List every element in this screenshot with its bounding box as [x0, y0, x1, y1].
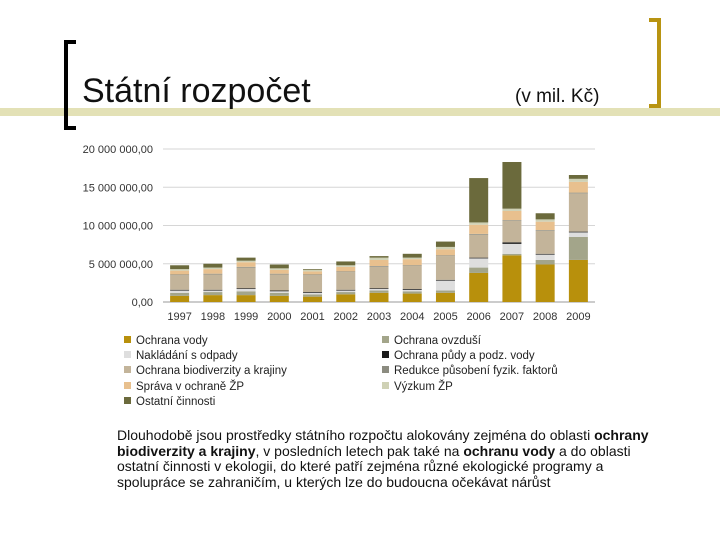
- legend-swatch: [382, 351, 389, 358]
- legend-label: Ochrana ovzduší: [394, 335, 481, 347]
- bar-segment: [536, 255, 555, 260]
- legend-label: Výzkum ŽP: [394, 380, 453, 393]
- paragraph-text-1: Dlouhodobě jsou prostředky státního rozpočtu alokovány zejména do oblasti: [117, 427, 595, 443]
- bar-segment: [536, 231, 555, 254]
- legend-item: [124, 350, 238, 362]
- bar-segment: [270, 274, 289, 275]
- legend-label: Redukce působení fyzik. faktorů: [394, 365, 558, 378]
- bar-segment: [170, 275, 189, 290]
- bar-segment: [270, 291, 289, 292]
- bar-segment: [170, 291, 189, 293]
- bar-segment: [237, 295, 256, 302]
- bar-segment: [170, 293, 189, 296]
- legend-swatch: [124, 397, 131, 404]
- bar-segment: [336, 291, 355, 293]
- bar-segment: [502, 211, 521, 220]
- bar-segment: [203, 290, 222, 291]
- x-tick-label: 1997: [167, 311, 192, 323]
- bar-segment: [170, 265, 189, 269]
- bar-segment: [303, 294, 322, 296]
- legend-label: Ostatní činnosti: [136, 395, 216, 408]
- bar-segment: [536, 254, 555, 255]
- x-tick-label: 2003: [366, 311, 392, 323]
- bar-segment: [403, 259, 422, 265]
- x-tick-label: 2005: [433, 311, 458, 323]
- bar-segment: [370, 260, 389, 266]
- legend-label: Ochrana půdy a podz. vody: [394, 350, 535, 363]
- bar-segment: [170, 290, 189, 291]
- bar-segment: [569, 232, 588, 233]
- legend-item: [382, 381, 453, 393]
- bar-segment: [469, 234, 488, 235]
- bar-segment: [436, 242, 455, 247]
- paragraph-text-2: , v posledních letech pak také na: [255, 442, 464, 459]
- bar-segment: [203, 295, 222, 302]
- bar-segment: [403, 258, 422, 260]
- bar-segment: [436, 291, 455, 293]
- bar-segment: [203, 291, 222, 293]
- bar-segment: [569, 260, 588, 302]
- bar-segment: [469, 235, 488, 258]
- bar-segment: [536, 222, 555, 230]
- slide-title: Státní rozpočet: [82, 72, 311, 110]
- bar-segment: [536, 265, 555, 302]
- bar-segment: [237, 262, 256, 267]
- bar-segment: [370, 258, 389, 260]
- x-tick-label: 2008: [532, 311, 558, 323]
- bar-segment: [270, 291, 289, 293]
- bar-segment: [370, 256, 389, 258]
- bar-segment: [237, 267, 256, 268]
- bar-segment: [569, 193, 588, 194]
- legend-swatch: [382, 366, 389, 373]
- bar-segment: [370, 293, 389, 302]
- bar-segment: [436, 249, 455, 255]
- bar-segment: [403, 290, 422, 292]
- bar-segment: [270, 296, 289, 302]
- bar-segment: [270, 274, 289, 290]
- legend-swatch: [124, 366, 131, 373]
- bar-segment: [336, 265, 355, 267]
- bar-segment: [569, 179, 588, 182]
- bar-segment: [536, 260, 555, 265]
- legend-label: Nakládání s odpady: [136, 350, 238, 363]
- x-tick-label: 2004: [399, 311, 425, 323]
- bar-segment: [502, 162, 521, 209]
- bar-segment: [203, 292, 222, 295]
- bar-segment: [170, 269, 189, 271]
- bar-segment: [370, 288, 389, 289]
- bar-segment: [502, 255, 521, 302]
- bar-segment: [502, 244, 521, 254]
- bar-segment: [303, 275, 322, 292]
- x-tick-label: 2006: [466, 311, 491, 323]
- bar-segment: [469, 178, 488, 222]
- legend-swatch: [124, 351, 131, 358]
- bar-segment: [303, 270, 322, 272]
- paragraph-text-3: a do oblasti ostatní činnosti v ekologii, do které patří zejména různé ekologické programy a spolupráce se zahraničím, u kterých lze do budoucna očekávat nárůst: [117, 442, 631, 490]
- left-bracket-decoration: [64, 40, 76, 130]
- bar-segment: [336, 267, 355, 272]
- bar-segment: [237, 291, 256, 295]
- x-tick-label: 2007: [499, 311, 525, 323]
- stacked-bar-chart: [60, 136, 605, 331]
- bar-segment: [203, 264, 222, 268]
- bar-segment: [370, 266, 389, 267]
- legend-label: Ochrana vody: [136, 335, 208, 347]
- bar-segment: [403, 294, 422, 302]
- bar-segment: [436, 247, 455, 249]
- bar-segment: [336, 272, 355, 290]
- description-paragraph: [117, 428, 672, 490]
- bar-segment: [303, 292, 322, 293]
- bar-segment: [170, 296, 189, 302]
- bar-segment: [237, 261, 256, 263]
- bar-segment: [237, 258, 256, 261]
- bar-segment: [469, 268, 488, 273]
- bar-segment: [370, 267, 389, 288]
- legend-label: Správa v ochraně ŽP: [136, 380, 245, 393]
- legend-swatch: [124, 382, 131, 389]
- bar-segment: [403, 265, 422, 266]
- bar-segment: [303, 271, 322, 274]
- bar-segment: [336, 271, 355, 272]
- bar-segment: [436, 281, 455, 291]
- bar-segment: [536, 230, 555, 231]
- bar-segment: [336, 292, 355, 294]
- bar-segment: [436, 256, 455, 280]
- legend-item: [124, 396, 215, 408]
- y-tick-label: 0,00: [131, 297, 153, 309]
- x-tick-label: 2000: [267, 311, 292, 323]
- paragraph-bold-1: ochrany biodiverzity a krajiny: [117, 427, 649, 459]
- bar-segment: [403, 266, 422, 289]
- bar-segment: [336, 290, 355, 291]
- bar-segment: [303, 297, 322, 302]
- bar-segment: [569, 232, 588, 237]
- legend-item: [382, 335, 481, 347]
- bar-segment: [536, 219, 555, 221]
- bar-segment: [303, 274, 322, 275]
- bar-segment: [569, 237, 588, 260]
- bar-segment: [436, 293, 455, 302]
- bar-segment: [270, 270, 289, 274]
- bar-segment: [502, 220, 521, 221]
- bar-segment: [436, 255, 455, 256]
- bar-segment: [569, 182, 588, 193]
- legend-item: [124, 335, 208, 347]
- x-tick-label: 2009: [566, 311, 591, 323]
- bar-segment: [303, 269, 322, 270]
- y-tick-label: 20 000 000,00: [82, 144, 153, 156]
- bar-segment: [502, 254, 521, 256]
- legend-swatch: [124, 336, 131, 343]
- bar-segment: [403, 291, 422, 293]
- x-tick-label: 2002: [333, 311, 359, 323]
- legend-item: [382, 365, 558, 377]
- x-tick-label: 1998: [200, 311, 226, 323]
- legend-item: [124, 381, 244, 393]
- bar-segment: [336, 294, 355, 302]
- bar-segment: [370, 291, 389, 293]
- bar-segment: [436, 280, 455, 281]
- bar-segment: [469, 258, 488, 267]
- legend-item: [382, 350, 535, 362]
- bar-segment: [536, 213, 555, 219]
- x-tick-label: 2001: [300, 311, 325, 323]
- bar-segment: [270, 293, 289, 296]
- bar-segment: [237, 288, 256, 289]
- bar-segment: [569, 193, 588, 231]
- bar-segment: [203, 268, 222, 270]
- bar-segment: [170, 271, 189, 275]
- bar-segment: [469, 222, 488, 224]
- right-bracket-decoration: [649, 18, 661, 108]
- legend-item: [124, 365, 287, 377]
- bar-segment: [270, 265, 289, 269]
- bar-segment: [170, 274, 189, 275]
- bar-segment: [270, 268, 289, 270]
- bar-segment: [203, 274, 222, 275]
- bar-segment: [203, 269, 222, 274]
- bar-segment: [502, 242, 521, 244]
- bar-segment: [203, 274, 222, 289]
- bar-segment: [469, 258, 488, 259]
- bar-segment: [336, 261, 355, 265]
- y-tick-label: 5 000 000,00: [88, 258, 153, 271]
- legend-swatch: [382, 382, 389, 389]
- legend-swatch: [382, 336, 389, 343]
- bar-segment: [237, 268, 256, 289]
- bar-segment: [502, 209, 521, 211]
- bar-segment: [569, 175, 588, 179]
- paragraph-bold-2: ochranu vody: [463, 442, 556, 459]
- bar-segment: [469, 225, 488, 234]
- bar-segment: [303, 293, 322, 295]
- bar-segment: [403, 289, 422, 290]
- unit-label: (v mil. Kč): [515, 86, 600, 107]
- bar-segment: [370, 289, 389, 291]
- x-tick-label: 1999: [233, 311, 259, 323]
- y-tick-label: 15 000 000,00: [82, 182, 153, 195]
- bar-segment: [469, 273, 488, 302]
- bar-segment: [237, 289, 256, 291]
- legend-label: Ochrana biodiverzity a krajiny: [136, 365, 287, 378]
- bar-segment: [502, 221, 521, 242]
- bar-segment: [403, 254, 422, 258]
- y-tick-label: 10 000 000,00: [82, 220, 153, 233]
